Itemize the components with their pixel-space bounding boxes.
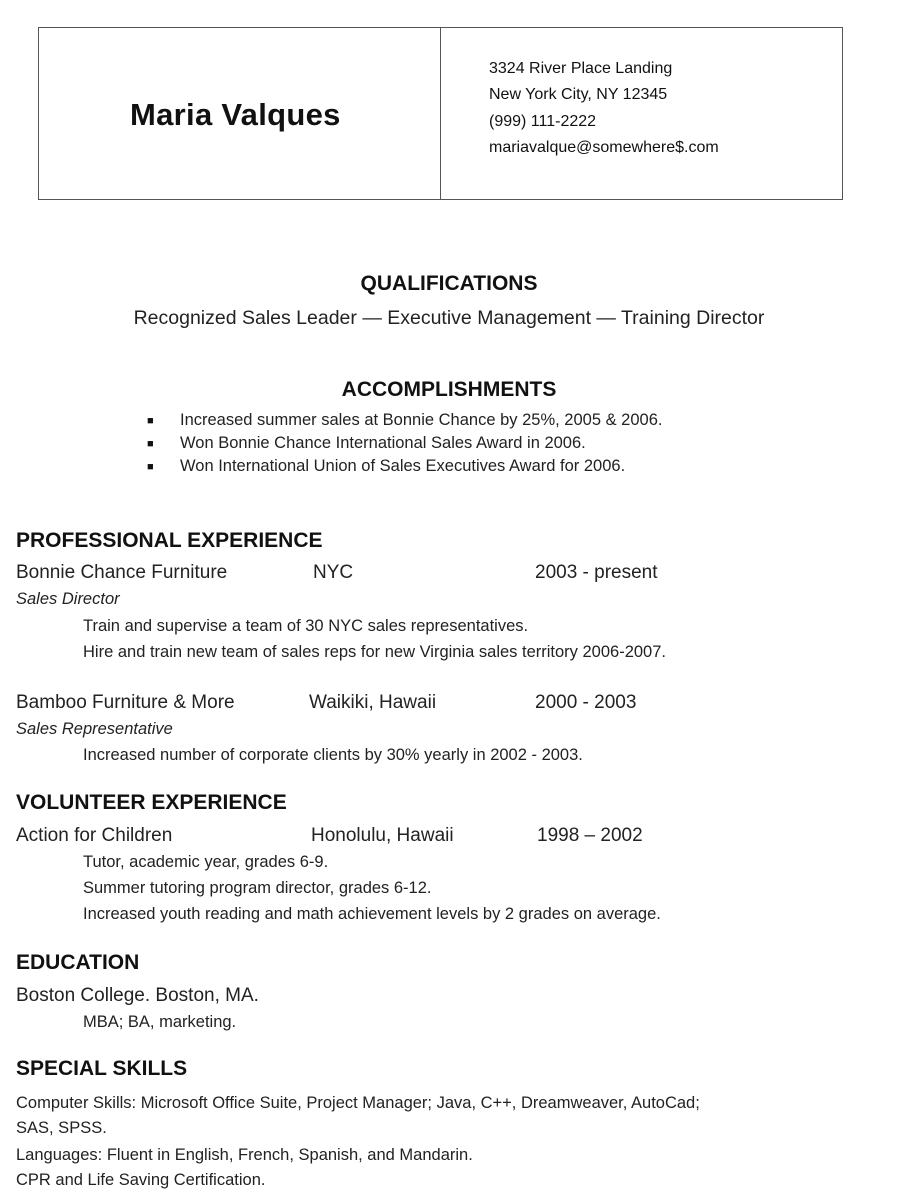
bullet-icon: ■: [147, 415, 154, 427]
volunteer-detail: Tutor, academic year, grades 6-9.: [83, 853, 329, 871]
skill-line: CPR and Life Saving Certification.: [16, 1171, 266, 1189]
volunteer-heading: VOLUNTEER EXPERIENCE: [16, 791, 287, 814]
volunteer-detail: Increased youth reading and math achievement levels by 2 grades on average.: [83, 905, 661, 923]
list-item: Increased summer sales at Bonnie Chance by 25%, 2005 & 2006.: [180, 411, 663, 429]
job-dates: 2000 - 2003: [535, 692, 637, 713]
job-title: Sales Director: [16, 590, 120, 608]
skills-heading: SPECIAL SKILLS: [16, 1057, 188, 1080]
education-degree: MBA; BA, marketing.: [83, 1013, 237, 1031]
contact-address: 3324 River Place Landing: [489, 60, 673, 77]
education-heading: EDUCATION: [16, 951, 140, 974]
contact-email: mariavalque@somewhere$.com: [489, 139, 719, 156]
professional-heading: PROFESSIONAL EXPERIENCE: [16, 529, 323, 552]
education-school: Boston College. Boston, MA.: [16, 985, 259, 1006]
job-detail: Increased number of corporate clients by 30% yearly in 2002 - 2003.: [83, 746, 583, 764]
job-location: Waikiki, Hawaii: [309, 692, 437, 713]
candidate-name: Maria Valques: [130, 97, 341, 132]
header-divider: [440, 27, 441, 200]
skill-line: SAS, SPSS.: [16, 1119, 107, 1137]
volunteer-location: Honolulu, Hawaii: [311, 825, 454, 846]
contact-phone: (999) 111-2222: [489, 113, 597, 130]
job-location: NYC: [313, 562, 354, 583]
skill-line: Computer Skills: Microsoft Office Suite, Project Manager; Java, C++, Dreamweaver, AutoCad;: [16, 1094, 700, 1112]
list-item: Won Bonnie Chance International Sales Award in 2006.: [180, 434, 586, 452]
list-item: Won International Union of Sales Executives Award for 2006.: [180, 457, 626, 475]
job-title: Sales Representative: [16, 720, 173, 738]
skill-line: Languages: Fluent in English, French, Spanish, and Mandarin.: [16, 1146, 473, 1164]
job-company: Bonnie Chance Furniture: [16, 562, 228, 583]
qualifications-heading: QUALIFICATIONS: [360, 272, 538, 295]
job-company: Bamboo Furniture & More: [16, 692, 235, 713]
job-detail: Train and supervise a team of 30 NYC sales representatives.: [83, 617, 529, 635]
qualifications-text: Recognized Sales Leader — Executive Management — Training Director: [133, 307, 765, 329]
job-dates: 2003 - present: [535, 562, 658, 583]
volunteer-detail: Summer tutoring program director, grades 6-12.: [83, 879, 432, 897]
bullet-icon: ■: [147, 461, 154, 473]
volunteer-dates: 1998 – 2002: [537, 825, 643, 846]
contact-city: New York City, NY 12345: [489, 86, 668, 103]
volunteer-org: Action for Children: [16, 825, 173, 846]
accomplishments-heading: ACCOMPLISHMENTS: [341, 378, 557, 401]
job-detail: Hire and train new team of sales reps for new Virginia sales territory 2006-2007.: [83, 643, 666, 661]
bullet-icon: ■: [147, 438, 154, 450]
